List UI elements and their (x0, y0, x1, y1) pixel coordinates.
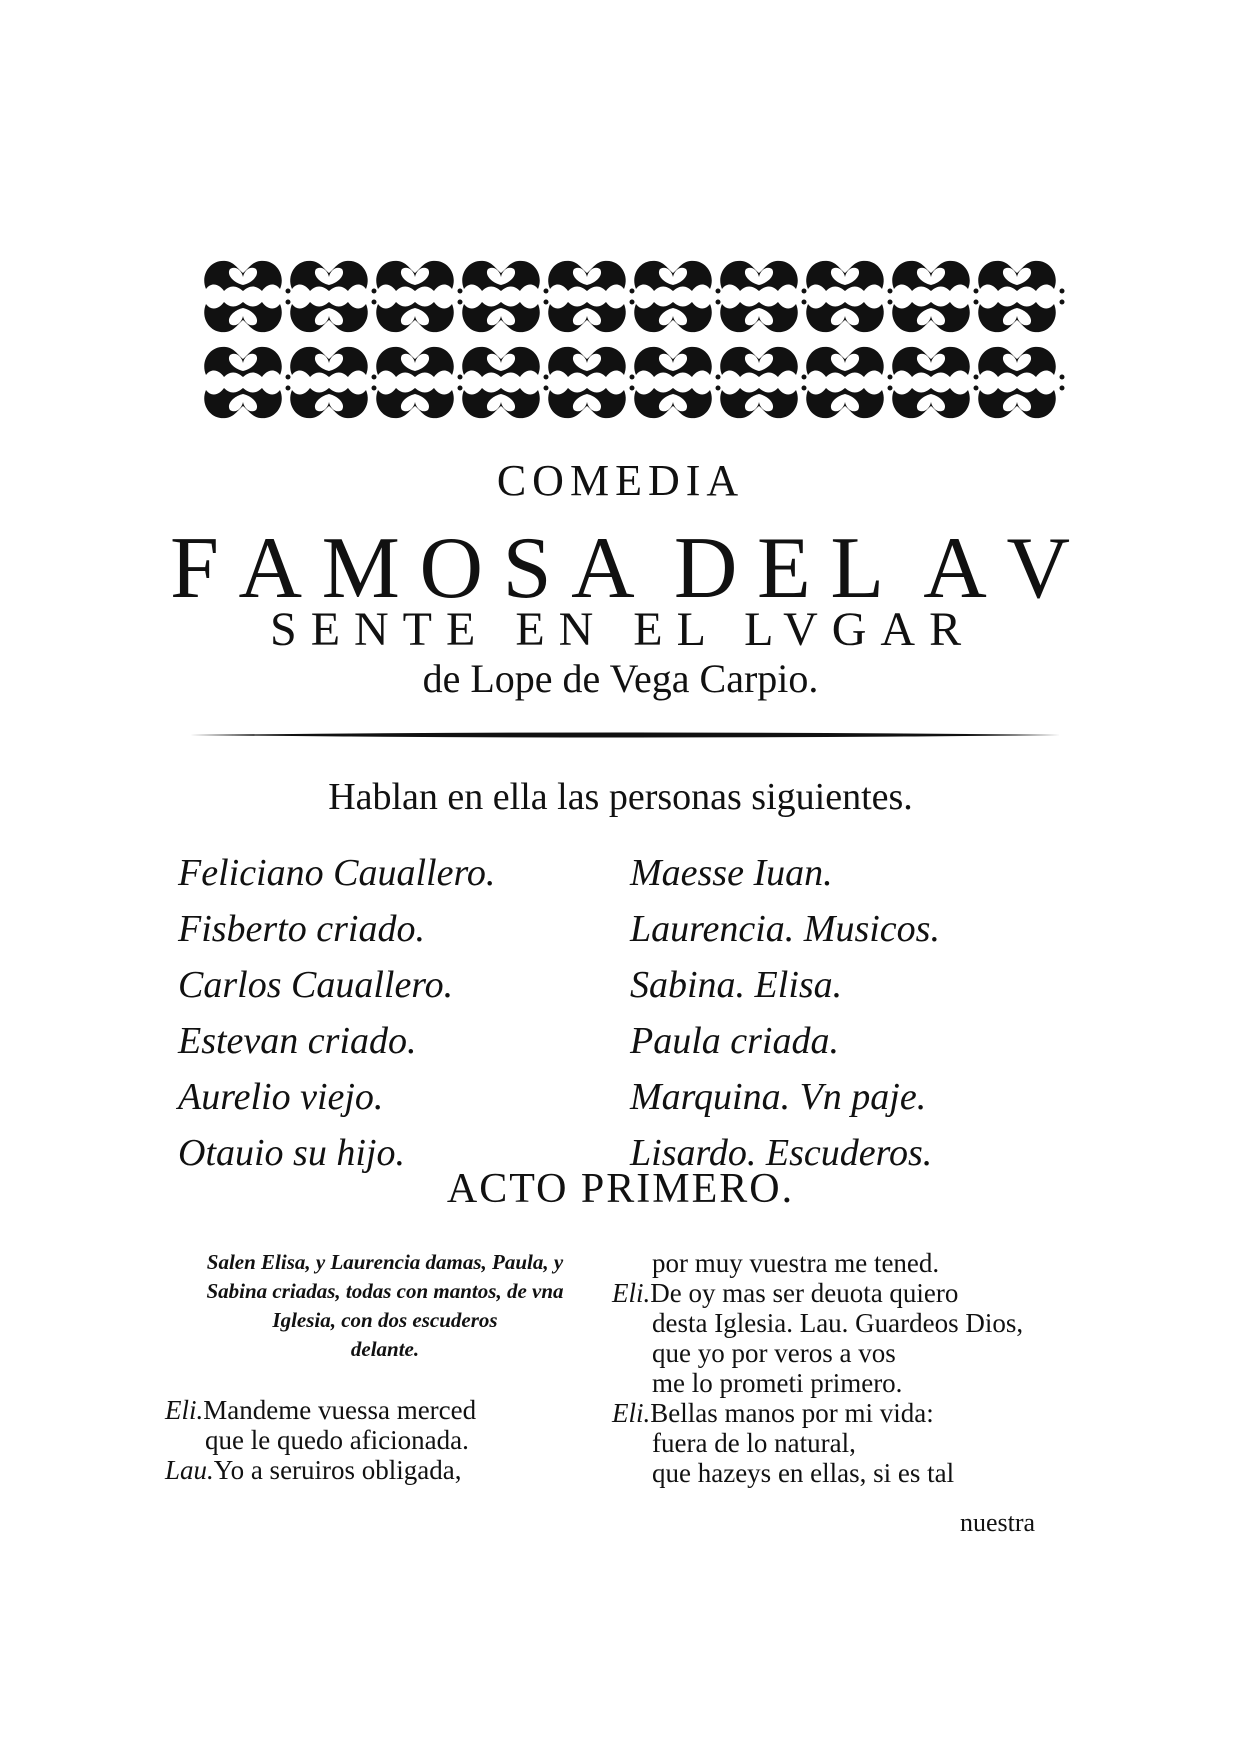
horizontal-rule (190, 730, 1060, 740)
cast-item: Estevan criado. (178, 1020, 417, 1062)
verse-text: que hazeys en ellas, si es tal (652, 1458, 955, 1488)
act-title: ACTO PRIMERO. (446, 1166, 795, 1212)
author-line: de Lope de Vega Carpio. (422, 656, 819, 701)
verse-line (165, 1395, 615, 1425)
speaker-abbrev: Eli. (612, 1278, 651, 1308)
verse-line (612, 1458, 1072, 1488)
cast-item: Paula criada. (630, 1020, 839, 1062)
title-letter: E (757, 520, 811, 617)
verse-line (165, 1425, 615, 1455)
verse-text: que le quedo aficionada. (205, 1425, 469, 1455)
cast-item: Aurelio viejo. (178, 1076, 384, 1118)
verse-column-right (612, 1248, 1072, 1488)
verse-line (612, 1428, 1072, 1458)
verse-text: Mandeme vuessa merced (203, 1395, 477, 1425)
cast-item: Fisberto criado. (178, 908, 425, 950)
speaker-abbrev: Eli. (612, 1398, 651, 1428)
title-letter: L (830, 520, 885, 617)
stage-direction-line: Iglesia, con dos escuderos (272, 1308, 498, 1332)
speaker-abbrev: Eli. (165, 1395, 204, 1425)
verse-line (612, 1278, 1072, 1308)
title-letter: V (1006, 520, 1070, 617)
title-letter: M (321, 520, 400, 617)
verse-text: De oy mas ser deuota quiero (650, 1278, 959, 1308)
stage-direction-line: delante. (350, 1337, 420, 1361)
verse-text: por muy vuestra me tened. (652, 1248, 940, 1278)
verse-line (165, 1455, 615, 1485)
title-line-famosa (170, 520, 1070, 617)
cast-list-right (630, 845, 1060, 1181)
decorative-ornament-band (200, 255, 1068, 427)
verse-line (612, 1368, 1072, 1398)
cast-item: Otauio su hijo. (178, 1132, 405, 1174)
verse-text: desta Iglesia. Lau. Guardeos Dios, (652, 1308, 1024, 1338)
title-letter: A (571, 520, 635, 617)
title-line-sente: SENTE EN EL LVGAR (270, 603, 976, 656)
verse-line (612, 1338, 1072, 1368)
cast-heading: Hablan en ella las personas siguientes. (328, 776, 913, 818)
cast-list-left (178, 845, 578, 1181)
title-line-comedia: COMEDIA (496, 456, 745, 505)
catchword: nuestra (960, 1508, 1036, 1537)
title-letter: F (170, 520, 219, 617)
title-letter: D (673, 520, 738, 617)
verse-line (612, 1248, 1072, 1278)
cast-item: Laurencia. Musicos. (630, 908, 940, 950)
cast-item: Lisardo. Escuderos. (630, 1132, 933, 1174)
verse-text: me lo prometi primero. (652, 1368, 903, 1398)
verse-text: Bellas manos por mi vida: (650, 1398, 934, 1428)
title-letter: A (238, 520, 303, 617)
verse-text: que yo por veros a vos (652, 1338, 896, 1368)
verse-line (612, 1308, 1072, 1338)
verse-text: fuera de lo natural, (652, 1428, 856, 1458)
verse-line (612, 1398, 1072, 1428)
cast-item: Carlos Cauallero. (178, 964, 454, 1006)
cast-item: Maesse Iuan. (630, 852, 833, 894)
stage-direction-line: Salen Elisa, y Laurencia damas, Paula, y (206, 1250, 564, 1274)
stage-direction (160, 1248, 610, 1364)
stage-direction-line: Sabina criadas, todas con mantos, de vna (206, 1279, 564, 1303)
verse-text: Yo a seruiros obligada, (213, 1455, 462, 1485)
speaker-abbrev: Lau. (165, 1455, 214, 1485)
cast-item: Marquina. Vn paje. (630, 1076, 927, 1118)
title-letter: O (419, 520, 484, 617)
cast-item: Feliciano Cauallero. (178, 852, 496, 894)
cast-item: Sabina. Elisa. (630, 964, 843, 1006)
title-letter: A (923, 520, 987, 617)
title-letter: S (502, 520, 552, 617)
verse-column-left (165, 1395, 615, 1485)
